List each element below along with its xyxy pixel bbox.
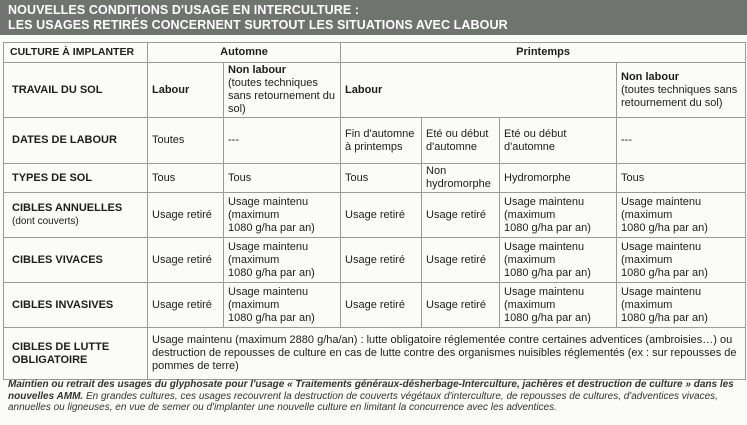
usage-maintenu-line: (maximum — [621, 208, 673, 221]
non-labour-detail: (toutes techniques sans retournement du sol) — [228, 77, 336, 115]
table-row — [4, 43, 746, 63]
usage-maintenu-line: (maximum — [621, 298, 673, 311]
usage-maintenu-line: Usage maintenu — [504, 240, 585, 253]
usage-table — [3, 42, 746, 380]
non-labour-detail: (toutes techniques sans retournement du sol) — [621, 83, 738, 109]
cell-dates-3: Fin d'automne à printemps — [341, 118, 422, 164]
cell-usage-maintenu — [224, 238, 341, 283]
title-line-2: LES USAGES RETIRÉS CONCERNENT SURTOUT LES SITUATIONS AVEC LABOUR — [8, 18, 508, 32]
title-banner — [0, 0, 747, 35]
usage-maintenu-line: (maximum — [228, 298, 280, 311]
row-label-annuelles-main: CIBLES ANNUELLES — [12, 202, 123, 214]
usage-maintenu-line: 1080 g/ha par an) — [621, 266, 708, 279]
non-labour-title: Non labour — [621, 70, 680, 83]
corner-header: CULTURE À IMPLANTER — [4, 43, 148, 63]
row-label-invasives: CIBLES INVASIVES — [4, 283, 148, 328]
cell-usage-maintenu — [617, 283, 746, 328]
cell-usage-retire: Usage retiré — [148, 238, 224, 283]
cell-usage-retire: Usage retiré — [422, 193, 500, 238]
cell-usage-retire: Usage retiré — [148, 283, 224, 328]
usage-maintenu-line: Usage maintenu — [621, 240, 702, 253]
usage-maintenu-line: Usage maintenu — [621, 195, 702, 208]
row-label-dates: DATES DE LABOUR — [4, 118, 148, 164]
usage-maintenu-line: 1080 g/ha par an) — [621, 221, 708, 234]
table-row — [4, 193, 746, 238]
cell-usage-retire: Usage retiré — [341, 193, 422, 238]
season-automne-header: Automne — [148, 43, 341, 63]
row-label-vivaces: CIBLES VIVACES — [4, 238, 148, 283]
cell-lutte-text: Usage maintenu (maximum 2880 g/ha/an) : lutte obligatoire réglementée contre certaines adventices (ambroisies…) ou destruction de repousses de culture en cas de lutte contre des organismes nuisibles réglementés (ex : sur repousses de pommes de terre) — [148, 328, 746, 380]
cell-usage-maintenu — [224, 283, 341, 328]
cell-usage-maintenu — [500, 193, 617, 238]
cell-usage-maintenu — [500, 283, 617, 328]
caption-bold: Maintien ou retrait des usages du glyphosate pour l'usage « Traitements généraux-désherbage-Interculture, jachères et destruction de culture » dans les nouvelles AMM. — [8, 379, 734, 402]
row-label-annuelles-sub: (dont couverts) — [12, 216, 79, 227]
table-row — [4, 164, 746, 193]
cell-usage-retire: Usage retiré — [341, 238, 422, 283]
cell-usage-maintenu — [224, 193, 341, 238]
cell-types-4: Non hydromorphe — [422, 164, 500, 193]
cell-usage-retire: Usage retiré — [341, 283, 422, 328]
row-label-lutte — [4, 328, 148, 380]
table-row — [4, 118, 746, 164]
usage-maintenu-line: Usage maintenu — [228, 195, 309, 208]
usage-maintenu-line: Usage maintenu — [504, 195, 585, 208]
row-label-lutte-line2: OBLIGATOIRE — [12, 353, 88, 366]
cell-types-2: Tous — [224, 164, 341, 193]
usage-maintenu-line: Usage maintenu — [621, 285, 702, 298]
cell-automne-non-labour — [224, 63, 341, 118]
usage-maintenu-line: 1080 g/ha par an) — [504, 311, 591, 324]
usage-maintenu-line: (maximum — [228, 253, 280, 266]
usage-maintenu-line: (maximum — [504, 298, 556, 311]
cell-dates-5: Eté ou début d'automne — [500, 118, 617, 164]
usage-maintenu-line: Usage maintenu — [228, 240, 309, 253]
usage-maintenu-line: (maximum — [621, 253, 673, 266]
usage-maintenu-line: 1080 g/ha par an) — [228, 221, 315, 234]
usage-maintenu-line: (maximum — [504, 208, 556, 221]
cell-types-6: Tous — [617, 164, 746, 193]
caption-rest: En grandes cultures, ces usages recouvrent la destruction de couverts végétaux d'interculture, de repousses de cultures, d'adventices vivaces, annuelles ou ligneuses, en vue de semer ou d'implanter une nouvelle culture en limitant la concurrence avec les adventices. — [8, 390, 718, 413]
cell-types-5: Hydromorphe — [500, 164, 617, 193]
cell-types-3: Tous — [341, 164, 422, 193]
cell-types-1: Tous — [148, 164, 224, 193]
usage-maintenu-line: (maximum — [228, 208, 280, 221]
cell-dates-1: Toutes — [148, 118, 224, 164]
usage-maintenu-line: Usage maintenu — [504, 285, 585, 298]
usage-maintenu-line: 1080 g/ha par an) — [228, 266, 315, 279]
table-row — [4, 238, 746, 283]
cell-dates-6: --- — [617, 118, 746, 164]
cell-usage-maintenu — [500, 238, 617, 283]
figure-caption — [8, 379, 743, 414]
title-line-1: NOUVELLES CONDITIONS D'USAGE EN INTERCULTURE : — [8, 3, 360, 17]
cell-usage-maintenu — [617, 238, 746, 283]
row-label-travail: TRAVAIL DU SOL — [4, 63, 148, 118]
usage-maintenu-line: 1080 g/ha par an) — [228, 311, 315, 324]
cell-usage-maintenu — [617, 193, 746, 238]
table-row — [4, 283, 746, 328]
table-row — [4, 63, 746, 118]
cell-dates-2: --- — [224, 118, 341, 164]
usage-maintenu-line: 1080 g/ha par an) — [621, 311, 708, 324]
table-row — [4, 328, 746, 380]
cell-dates-4: Eté ou début d'automne — [422, 118, 500, 164]
cell-usage-retire: Usage retiré — [422, 283, 500, 328]
usage-maintenu-line: (maximum — [504, 253, 556, 266]
row-label-annuelles — [4, 193, 148, 238]
cell-printemps-non-labour — [617, 63, 746, 118]
usage-maintenu-line: Usage maintenu — [228, 285, 309, 298]
row-label-lutte-line1: CIBLES DE LUTTE — [12, 340, 110, 353]
cell-printemps-labour: Labour — [341, 63, 617, 118]
usage-maintenu-line: 1080 g/ha par an) — [504, 266, 591, 279]
season-printemps-header: Printemps — [341, 43, 746, 63]
usage-maintenu-line: 1080 g/ha par an) — [504, 221, 591, 234]
cell-automne-labour: Labour — [148, 63, 224, 118]
cell-usage-retire: Usage retiré — [148, 193, 224, 238]
non-labour-title: Non labour — [228, 64, 287, 76]
row-label-types: TYPES DE SOL — [4, 164, 148, 193]
cell-usage-retire: Usage retiré — [422, 238, 500, 283]
